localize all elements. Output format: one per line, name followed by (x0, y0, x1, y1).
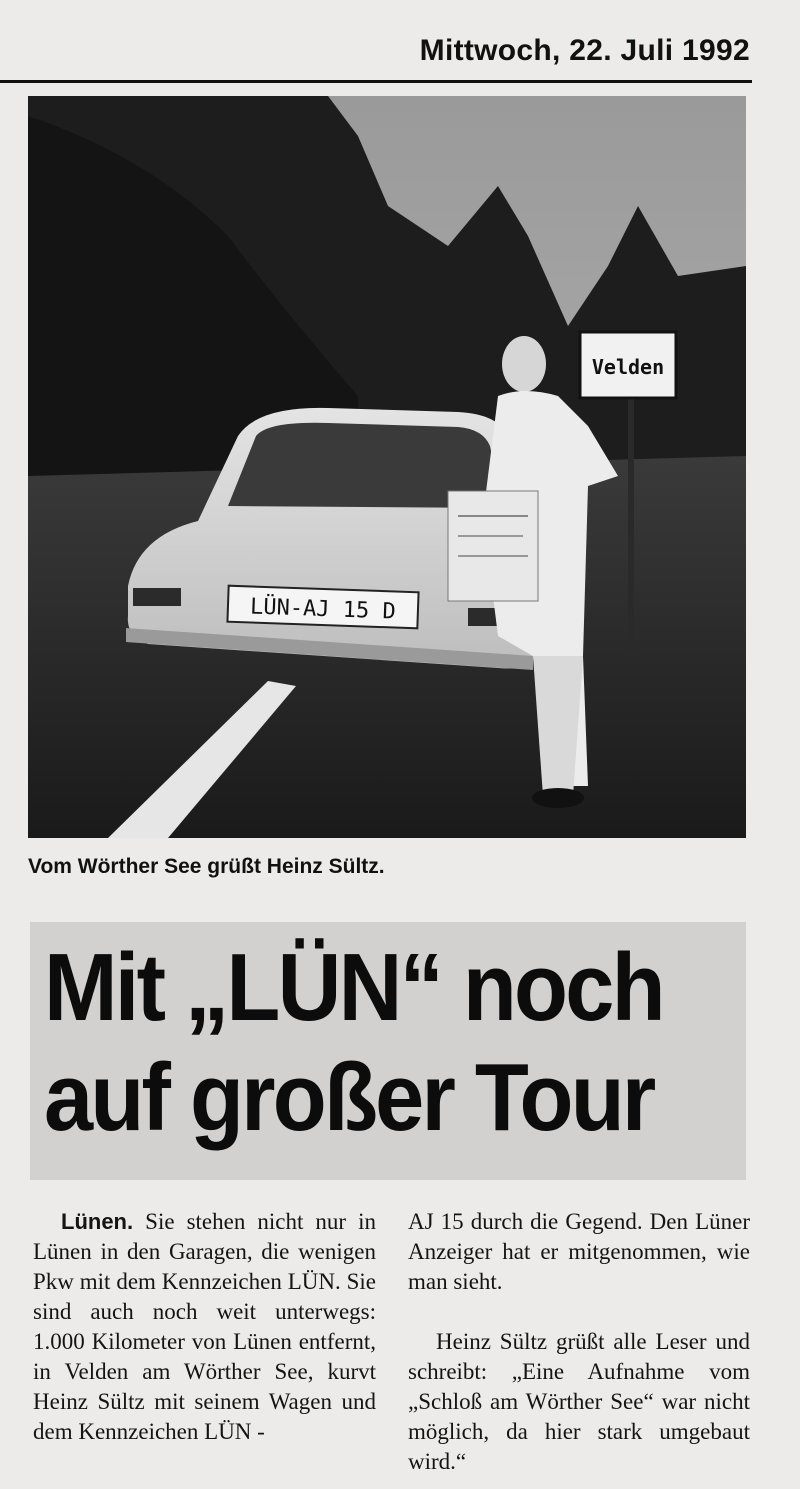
headline-line-1: Mit „LÜN“ noch (44, 934, 663, 1041)
headline (44, 933, 688, 1153)
issue-date: Mittwoch, 22. Juli 1992 (419, 34, 750, 67)
article-column-2 (408, 1207, 750, 1477)
news-photo (28, 96, 746, 838)
person-head (502, 336, 546, 392)
article-column-1 (33, 1207, 376, 1447)
license-plate-text: LÜN-AJ 15 D (249, 594, 397, 625)
article-paragraph (33, 1207, 376, 1447)
photo-illustration (28, 96, 746, 838)
photo-caption: Vom Wörther See grüßt Heinz Sültz. (28, 855, 385, 878)
article-paragraph: Heinz Sültz grüßt alle Leser und schreibt: „Eine Aufnahme vom „Schloß am Wörther See“ war nicht möglich, da hier stark umgebaut wird.“ (408, 1329, 750, 1474)
headline-line-2: auf großer Tour (44, 1044, 654, 1151)
town-sign-text: Velden (591, 355, 665, 379)
article-paragraph: AJ 15 durch die Gegend. Den Lüner Anzeiger hat er mitgenommen, wie man sieht. (408, 1209, 750, 1294)
article-dateline: Lünen. (61, 1209, 134, 1234)
header-rule (0, 80, 752, 83)
article-text: Sie stehen nicht nur in Lünen in den Garagen, die wenigen Pkw mit dem Kennzeichen LÜN. Sie sind auch noch weit unterwegs: 1.000 Kilometer von Lünen entfernt, in Velden am Wörther See, kurvt Heinz Sültz mit seinem Wagen und dem Kennzeichen LÜN - (33, 1209, 376, 1444)
